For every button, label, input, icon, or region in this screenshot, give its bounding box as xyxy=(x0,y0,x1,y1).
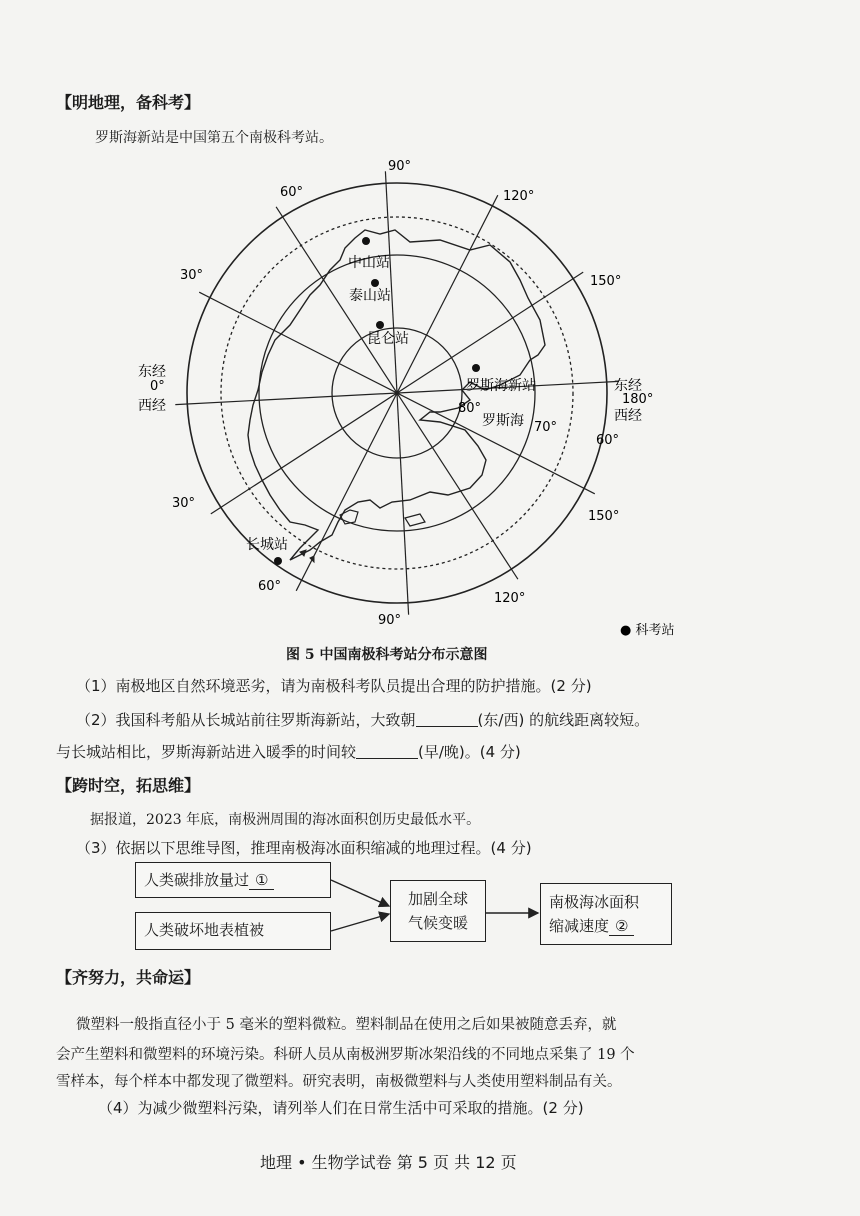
question-3: （3）依据以下思维导图，推理南极海冰面积缩减的地理过程。(4 分) xyxy=(76,839,532,857)
station-dot-kunlun xyxy=(376,321,384,329)
meridian-label-90e: 90° xyxy=(388,159,412,174)
arrow-carbon-to-warming xyxy=(331,880,389,906)
flow-box-vegetation: 人类破坏地表植被 xyxy=(135,912,331,950)
paragraph-line-3: 雪样本，每个样本中都发现了微塑料。研究表明，南极微塑料与人类使用塑料制品有关。 xyxy=(56,1074,622,1090)
station-dot-taishan xyxy=(371,279,379,287)
station-dot-great-wall xyxy=(274,557,282,565)
paragraph-line-2: 会产生塑料和微塑料的环境污染。科研人员从南极洲罗斯冰架沿线的不同地点采集了 19 个 xyxy=(56,1047,635,1063)
meridian-label-180: 180° xyxy=(622,392,654,407)
meridian-label-120e: 120° xyxy=(503,189,535,204)
flow-box-sea-ice-line2: 缩减速度 xyxy=(549,917,610,935)
question-2-text-c: 与长城站相比，罗斯海新站进入暖季的时间较 xyxy=(56,743,357,761)
flow-blank-2: ② xyxy=(609,917,634,936)
station-label-great-wall: 长城站 xyxy=(246,537,288,553)
flow-box-carbon-text: 人类碳排放量过 xyxy=(144,871,250,889)
arrow-vegetation-to-warming xyxy=(331,914,389,931)
meridian-lines xyxy=(175,171,618,614)
label-west-longitude: 西经 xyxy=(138,398,166,414)
latitude-label-70: 70° xyxy=(534,420,558,435)
meridian-label-30e: 30° xyxy=(180,268,204,283)
flow-box-sea-ice-line1: 南极海冰面积 xyxy=(549,893,640,911)
section-title-3: 【齐努力，共命运】 xyxy=(56,968,201,987)
question-4: （4）为减少微塑料污染，请列举人们在日常生活中可采取的措施。(2 分) xyxy=(98,1099,584,1117)
section-title-2: 【跨时空，拓思维】 xyxy=(56,776,201,795)
question-2-text-d: (早/晚)。(4 分) xyxy=(418,743,521,761)
station-label-zhongshan: 中山站 xyxy=(348,255,390,271)
ross-sea-label: 罗斯海 xyxy=(482,413,524,429)
figure-caption: 图 5 中国南极科考站分布示意图 xyxy=(286,647,488,663)
station-dot-ross-sea-new xyxy=(472,364,480,372)
station-dot-zhongshan xyxy=(362,237,370,245)
meridian-label-30w: 30° xyxy=(172,496,196,511)
section-title-1: 【明地理，备科考】 xyxy=(56,93,201,112)
meridian-label-60w: 60° xyxy=(258,579,282,594)
latitude-label-60: 60° xyxy=(596,433,620,448)
map-legend: ● 科考站 xyxy=(620,623,675,638)
meridian-label-90w: 90° xyxy=(378,613,402,628)
section-intro-2: 据报道，2023 年底，南极洲周围的海冰面积创历史最低水平。 xyxy=(90,812,481,828)
question-2-text-a: （2）我国科考船从长城站前往罗斯海新站，大致朝 xyxy=(76,711,416,729)
flow-box-warming-line2: 气候变暖 xyxy=(407,914,468,932)
station-label-ross-sea-new: 罗斯海新站 xyxy=(466,378,536,394)
island-outline xyxy=(405,514,425,526)
answer-blank-direction[interactable] xyxy=(416,712,478,727)
meridian-label-120w: 120° xyxy=(494,591,526,606)
paragraph-line-1: 微塑料一般指直径小于 5 毫米的塑料微粒。塑料制品在使用之后如果被随意丢弃，就 xyxy=(76,1017,617,1033)
label-east-longitude: 东经 xyxy=(138,364,166,380)
station-label-kunlun: 昆仑站 xyxy=(367,331,409,347)
flow-box-warming-line1: 加剧全球 xyxy=(407,890,468,908)
section-intro-1: 罗斯海新站是中国第五个南极科考站。 xyxy=(95,130,333,146)
flow-arrows xyxy=(0,860,860,960)
meridian-label-150e: 150° xyxy=(590,274,622,289)
station-label-taishan: 泰山站 xyxy=(349,288,391,304)
label-west-longitude-right: 西经 xyxy=(614,408,642,424)
latitude-label-80: 80° xyxy=(458,401,482,416)
answer-blank-season[interactable] xyxy=(356,744,418,759)
question-2-text-b: (东/西) 的航线距离较短。 xyxy=(477,711,650,729)
meridian-label-150w: 150° xyxy=(588,509,620,524)
meridian-label-0: 0° xyxy=(150,379,165,394)
meridian-label-60e: 60° xyxy=(280,185,304,200)
flow-blank-1: ① xyxy=(249,871,274,890)
page-footer: 地理 • 生物学试卷 第 5 页 共 12 页 xyxy=(260,1153,517,1172)
question-1: （1）南极地区自然环境恶劣，请为南极科考队员提出合理的防护措施。(2 分) xyxy=(76,677,592,695)
question-2-line2 xyxy=(56,741,521,762)
antarctic-map xyxy=(0,150,860,670)
question-2-line1 xyxy=(76,709,649,730)
label-east-longitude-right: 东经 xyxy=(614,378,642,394)
